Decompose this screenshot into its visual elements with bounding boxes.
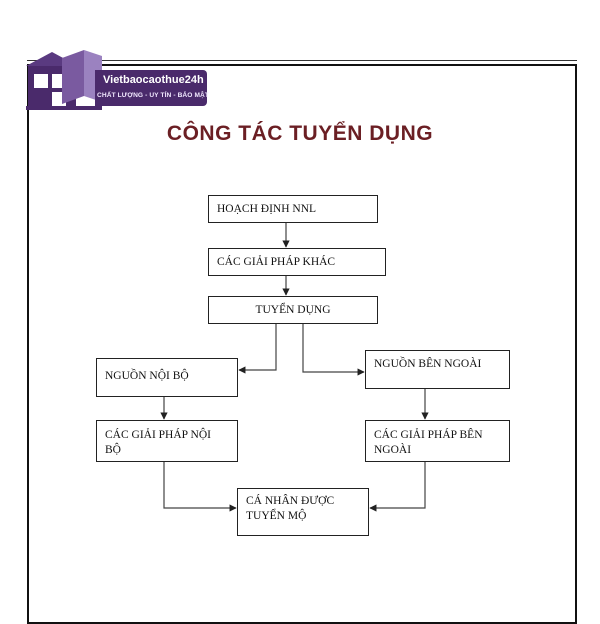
node-recruitment xyxy=(208,296,378,324)
node-internal-source-line-1: NGUỒN NỘI BỘ xyxy=(105,370,189,382)
brand-tagline: CHẤT LƯỢNG - UY TÍN - BẢO MẬT xyxy=(97,92,210,99)
edge-recruitment-internal xyxy=(239,324,276,370)
node-internal-solutions xyxy=(96,420,238,462)
node-internal-source xyxy=(96,358,238,397)
node-planning xyxy=(208,195,378,223)
node-recruitment-line-1: TUYỂN DỤNG xyxy=(255,304,331,316)
node-internal-solutions-line-1: CÁC GIẢI PHÁP NỘI xyxy=(105,429,211,441)
node-recruited-individual-line-1: CÁ NHÂN ĐƯỢC xyxy=(246,495,335,507)
node-planning-line-1: HOẠCH ĐỊNH NNL xyxy=(217,203,317,215)
node-external-source-line-1: NGUỒN BÊN NGOÀI xyxy=(374,358,482,370)
edge-internal-to-individual xyxy=(164,462,236,508)
edge-external-to-individual xyxy=(370,462,425,508)
node-internal-solutions-line-2: BỘ xyxy=(105,444,121,456)
diagram-title: CÔNG TÁC TUYỂN DỤNG xyxy=(166,122,434,145)
node-external-solutions-line-1: CÁC GIẢI PHÁP BÊN xyxy=(374,429,483,441)
node-external-source xyxy=(365,350,510,389)
node-recruited-individual-line-2: TUYỂN MỘ xyxy=(246,510,307,522)
node-external-solutions xyxy=(365,420,510,462)
node-other-solutions xyxy=(208,248,386,276)
node-recruited-individual xyxy=(237,488,369,536)
node-external-solutions-line-2: NGOÀI xyxy=(374,444,412,456)
brand-name: Vietbaocaothue24h xyxy=(103,74,204,86)
edge-recruitment-external xyxy=(303,324,364,372)
node-other-solutions-line-1: CÁC GIẢI PHÁP KHÁC xyxy=(217,256,336,268)
